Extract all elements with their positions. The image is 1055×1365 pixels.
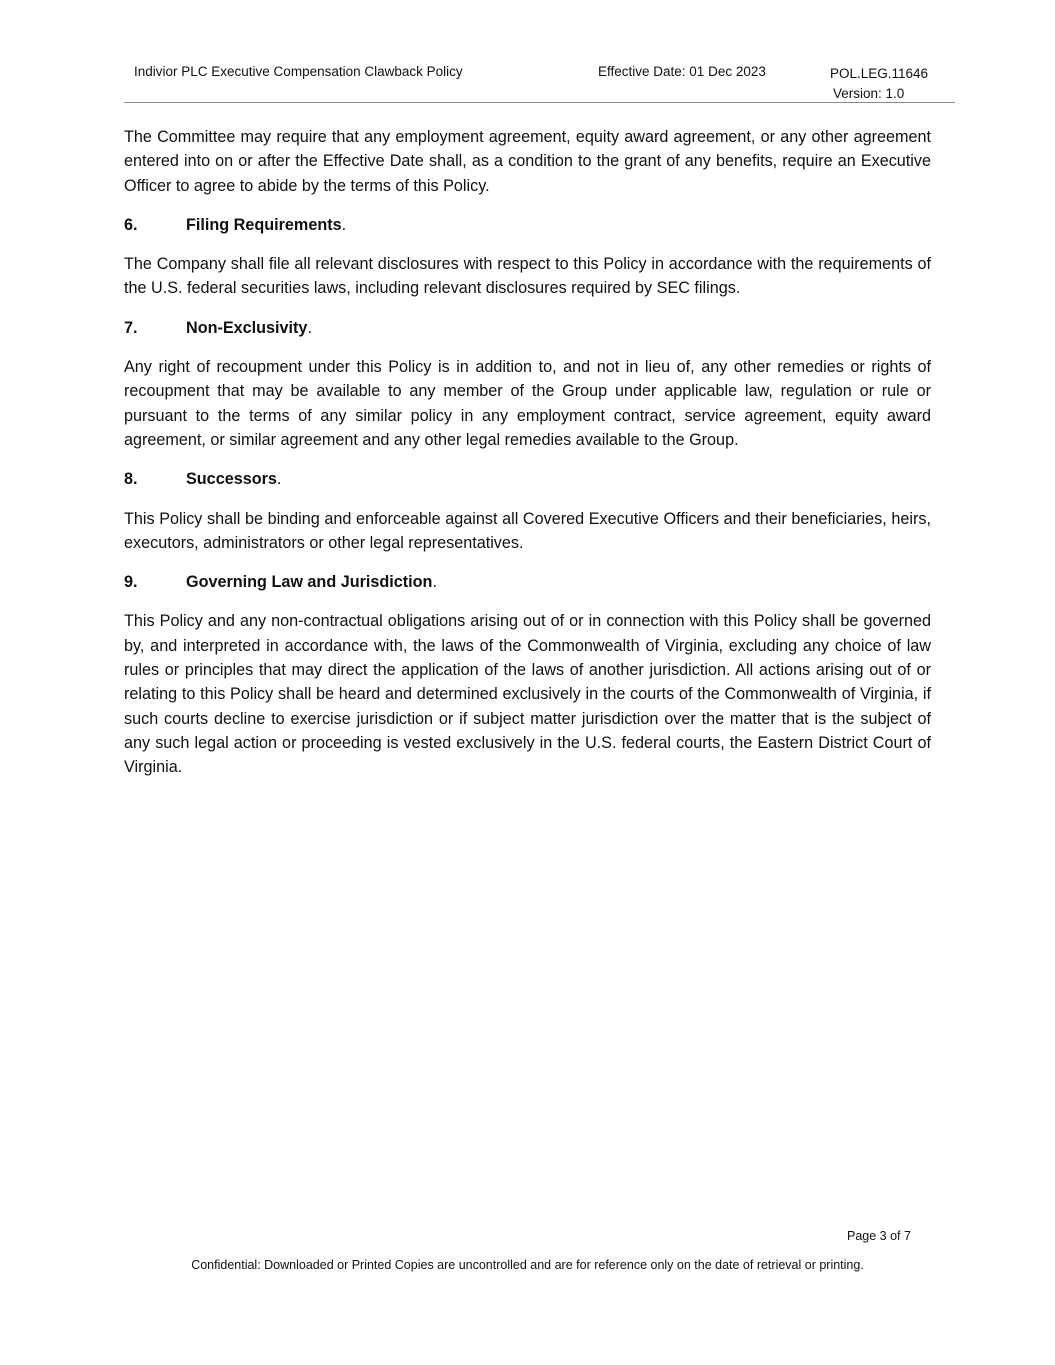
section-title: Successors xyxy=(186,470,277,489)
confidential-notice: Confidential: Downloaded or Printed Copies are uncontrolled and are for reference only on the date of retrieval or printing. xyxy=(191,1258,864,1272)
intro-paragraph: The Committee may require that any employment agreement, equity award agreement, or any other agreement entered into on or after the Effective Date shall, as a condition to the grant of any benefits, require an Executive Officer to agree to abide by the terms of this Policy. xyxy=(124,128,931,195)
section-number: 7. xyxy=(124,318,138,337)
document-title: Indivior PLC Executive Compensation Clawback Policy xyxy=(134,64,463,79)
section-heading-7: 7. Non-Exclusivity. xyxy=(124,316,931,340)
section-number: 6. xyxy=(124,215,138,234)
page-header xyxy=(124,62,955,103)
section-text-9: This Policy and any non-contractual obligations arising out of or in connection with this Policy shall be governed by, and interpreted in accordance with, the laws of the Commonwealth of Virginia, excluding any choice of law rules or principles that may direct the application of the laws of another jurisdiction. All actions arising out of or relating to this Policy shall be heard and determined exclusively in the courts of the Commonwealth of Virginia, if such courts decline to exercise jurisdiction or if subject matter jurisdiction over the matter that is the subject of any such legal action or proceeding is vested exclusively in the U.S. federal courts, the Eastern District Court of Virginia. xyxy=(124,612,931,777)
section-heading-9: 9. Governing Law and Jurisdiction. xyxy=(124,570,931,594)
effective-date: Effective Date: 01 Dec 2023 xyxy=(598,64,766,79)
document-body xyxy=(124,125,931,795)
page-number: Page 3 of 7 xyxy=(847,1229,911,1243)
section-text-8: This Policy shall be binding and enforceable against all Covered Executive Officers and their beneficiaries, heirs, executors, administrators or other legal representatives. xyxy=(124,509,931,552)
policy-reference xyxy=(830,64,928,104)
section-title: Non-Exclusivity xyxy=(186,318,308,337)
section-title: Governing Law and Jurisdiction xyxy=(186,573,433,592)
policy-version: Version: 1.0 xyxy=(833,86,905,101)
section-heading-8: 8. Successors. xyxy=(124,467,931,491)
section-number: 9. xyxy=(124,573,138,592)
section-text-6: The Company shall file all relevant disclosures with respect to this Policy in accordance with the requirements of the U.S. federal securities laws, including relevant disclosures required by SEC filings. xyxy=(124,255,931,298)
section-text-7: Any right of recoupment under this Policy is in addition to, and not in lieu of, any other remedies or rights of recoupment that may be available to any member of the Group under applicable law, regulation or rule or pursuant to the terms of any similar policy in any employment contract, service agreement, equity award agreement, or similar agreement and any other legal remedies available to the Group. xyxy=(124,358,931,449)
section-heading-6: 6. Filing Requirements. xyxy=(124,213,931,237)
policy-number: POL.LEG.11646 xyxy=(830,66,929,81)
section-title: Filing Requirements xyxy=(186,215,342,234)
section-number: 8. xyxy=(124,470,138,489)
